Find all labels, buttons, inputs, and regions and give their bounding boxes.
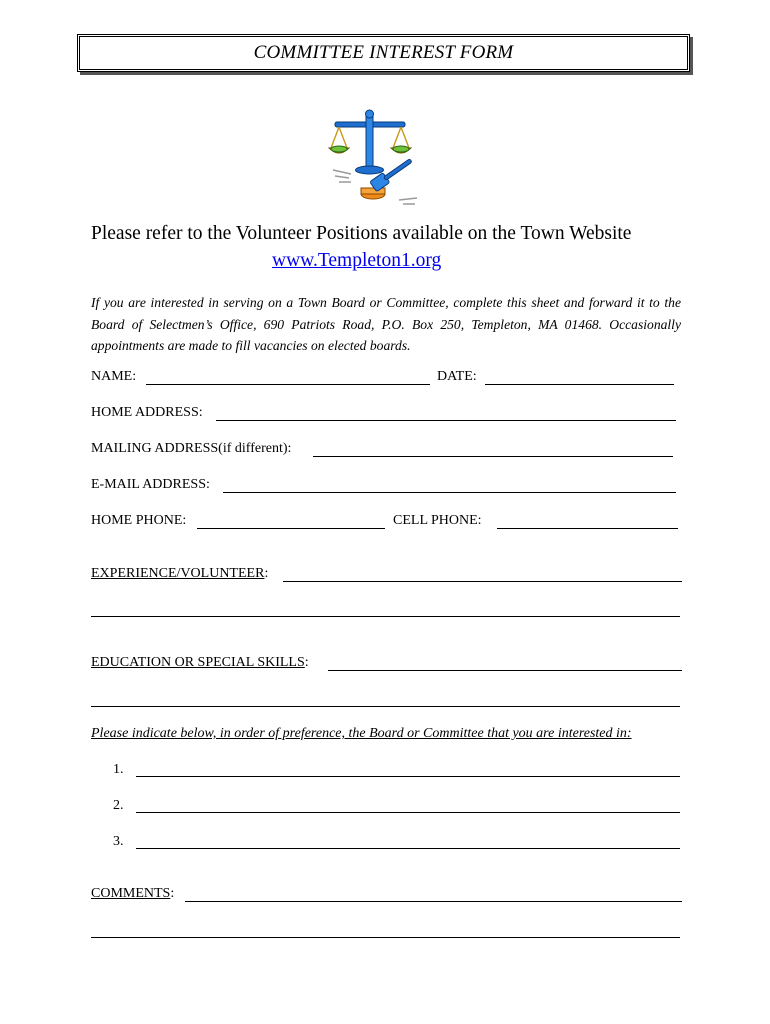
education-label: EDUCATION OR SPECIAL SKILLS bbox=[91, 655, 305, 670]
home-address-field[interactable] bbox=[216, 420, 676, 421]
form-title: COMMITTEE INTEREST FORM bbox=[253, 42, 514, 63]
education-colon: : bbox=[304, 655, 309, 670]
mailing-address-field[interactable] bbox=[313, 456, 673, 457]
town-website-link[interactable]: www.Templeton1.org bbox=[272, 250, 442, 271]
intro-paragraph: If you are interested in serving on a Town Board or Committee, complete this sheet and forward it to the Board of Selectmen’s Office, 690 Patriots Road, P.O. Box 250, Templeton, MA 01468. Occasionally appointments are made to fill vacancies on elected boards. bbox=[91, 295, 681, 353]
education-field-line-2[interactable] bbox=[91, 706, 680, 707]
comments-field-line-2[interactable] bbox=[91, 937, 680, 938]
scales-and-gavel-icon bbox=[325, 108, 425, 208]
email-label: E-MAIL ADDRESS: bbox=[91, 477, 210, 492]
instructions-heading: Please refer to the Volunteer Positions available on the Town Website bbox=[91, 223, 632, 244]
date-field[interactable] bbox=[485, 384, 674, 385]
comments-field-line-1[interactable] bbox=[185, 901, 682, 902]
preference-field-1[interactable] bbox=[136, 776, 680, 777]
experience-colon: : bbox=[264, 566, 269, 581]
comments-colon: : bbox=[170, 886, 175, 901]
form-title-box bbox=[77, 34, 690, 72]
comments-label-group bbox=[91, 886, 174, 902]
experience-label-group bbox=[91, 566, 268, 582]
cell-phone-field[interactable] bbox=[497, 528, 678, 529]
experience-field-line-2[interactable] bbox=[91, 616, 680, 617]
preference-prompt: Please indicate below, in order of preference, the Board or Committee that you are interested in: bbox=[91, 726, 632, 741]
education-field-line-1[interactable] bbox=[328, 670, 682, 671]
email-field[interactable] bbox=[223, 492, 676, 493]
preference-number-3: 3. bbox=[113, 834, 124, 849]
name-label: NAME: bbox=[91, 369, 137, 384]
preference-number-1: 1. bbox=[113, 762, 124, 777]
preference-number-2: 2. bbox=[113, 798, 124, 813]
experience-label: EXPERIENCE/VOLUNTEER bbox=[91, 566, 265, 581]
experience-field-line-1[interactable] bbox=[283, 581, 682, 582]
comments-label: COMMENTS bbox=[91, 886, 171, 901]
home-phone-label: HOME PHONE: bbox=[91, 513, 187, 528]
home-phone-field[interactable] bbox=[197, 528, 385, 529]
date-label: DATE: bbox=[437, 369, 477, 384]
mailing-address-label: MAILING ADDRESS(if different): bbox=[91, 441, 292, 456]
cell-phone-label: CELL PHONE: bbox=[393, 513, 482, 528]
education-label-group bbox=[91, 655, 309, 671]
name-field[interactable] bbox=[146, 384, 430, 385]
preference-field-3[interactable] bbox=[136, 848, 680, 849]
home-address-label: HOME ADDRESS: bbox=[91, 405, 203, 420]
preference-field-2[interactable] bbox=[136, 812, 680, 813]
